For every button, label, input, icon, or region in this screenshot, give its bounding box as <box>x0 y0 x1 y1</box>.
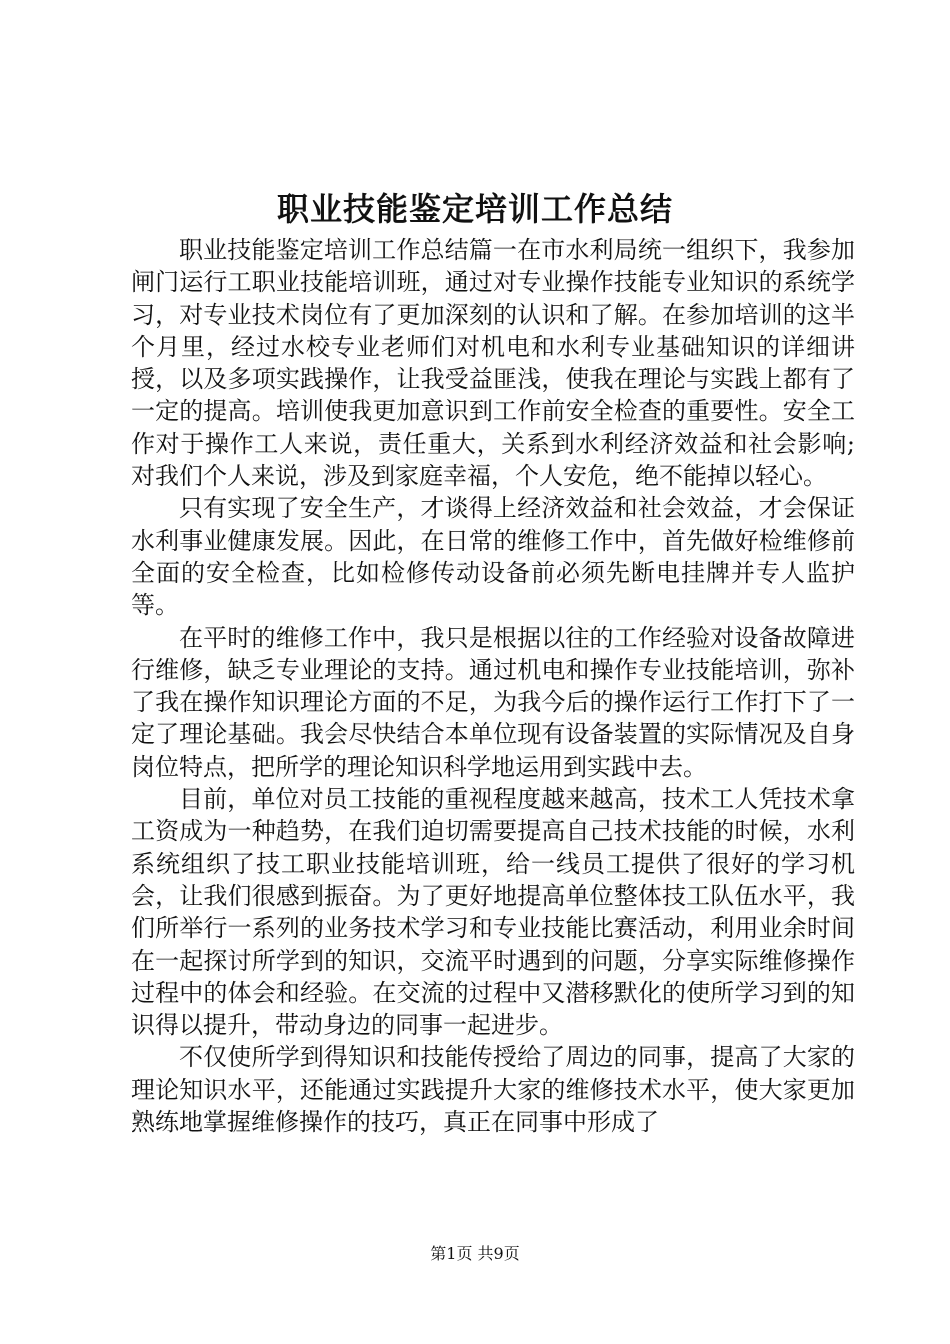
body-paragraph: 职业技能鉴定培训工作总结篇一在市水利局统一组织下，我参加闸门运行工职业技能培训班，通过对专业操作技能专业知识的系统学习，对专业技术岗位有了更加深刻的认识和了解。在参加培训的这半个月里，经过水校专业老师们对机电和水利专业基础知识的详细讲授，以及多项实践操作，让我受益匪浅，使我在理论与实践上都有了一定的提高。培训使我更加意识到工作前安全检查的重要性。安全工作对于操作工人来说，责任重大，关系到水利经济效益和社会影响;对我们个人来说，涉及到家庭幸福，个人安危，绝不能掉以轻心。 <box>131 236 855 491</box>
page-number-footer: 第1页 共9页 <box>430 1244 520 1263</box>
body-paragraph: 不仅使所学到得知识和技能传授给了周边的同事，提高了大家的理论知识水平，还能通过实践提升大家的维修技术水平，使大家更加熟练地掌握维修操作的技巧，真正在同事中形成了 <box>131 1043 855 1137</box>
body-paragraph: 目前，单位对员工技能的重视程度越来越高，技术工人凭技术拿工资成为一种趋势，在我们迫切需要提高自己技术技能的时候，水利系统组织了技工职业技能培训班，给一线员工提供了很好的学习机会，让我们很感到振奋。为了更好地提高单位整体技工队伍水平，我们所举行一系列的业务技术学习和专业技能比赛活动，利用业余时间在一起探讨所学到的知识，交流平时遇到的问题，分享实际维修操作过程中的体会和经验。在交流的过程中又潜移默化的使所学习到的知识得以提升，带动身边的同事一起进步。 <box>131 785 855 1040</box>
body-paragraph: 在平时的维修工作中，我只是根据以往的工作经验对设备故障进行维修，缺乏专业理论的支持。通过机电和操作专业技能培训，弥补了我在操作知识理论方面的不足，为我今后的操作运行工作打下了一定了理论基础。我会尽快结合本单位现有设备装置的实际情况及自身岗位特点，把所学的理论知识科学地运用到实践中去。 <box>131 623 855 781</box>
body-paragraph: 只有实现了安全生产，才谈得上经济效益和社会效益，才会保证水利事业健康发展。因此，在日常的维修工作中，首先做好检维修前全面的安全检查，比如检修传动设备前必须先断电挂牌并专人监护等。 <box>131 494 855 620</box>
document-body <box>131 234 855 1138</box>
document-title: 职业技能鉴定培训工作总结 <box>276 190 673 228</box>
